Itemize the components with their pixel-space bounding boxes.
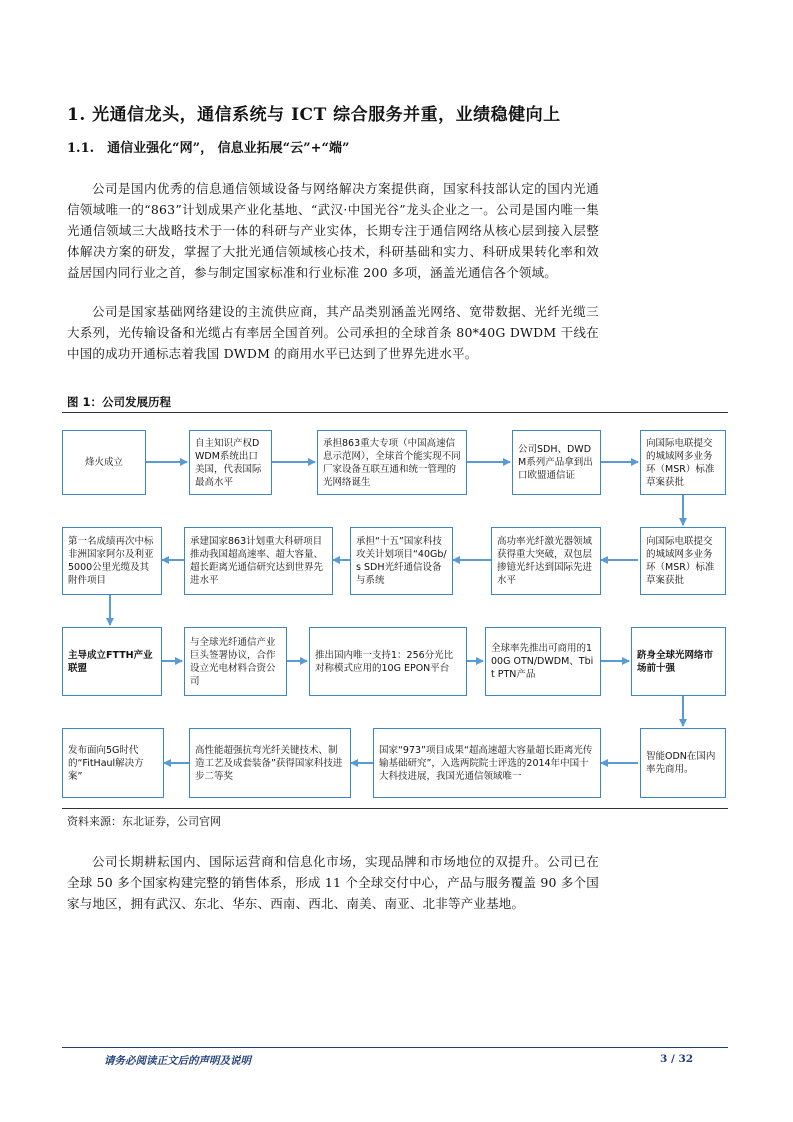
paragraph-company-intro: 公司是国内优秀的信息通信领域设备与网络解决方案提供商，国家科技部认定的国内光通信领域唯一的“863”计划成果产业化基地、“武汉·中国光谷”龙头企业之一。公司是国内唯一集光通信领域三大战略技术于一体的科研与产业实体，长期专注于通信网络从核心层到接入层整体解决方案的研发，掌握了大批光通信领域核心技术，科研基础和实力、科研成果转化率和效益居国内同行业之首，参与制定国家标准和行业标准 200 多项，涵盖光通信各个领域。 — [67, 181, 599, 280]
paragraph-market-presence: 公司长期耕耘国内、国际运营商和信息化市场，实现品牌和市场地位的双提升。公司已在全球 50 多个国家构建完整的销售体系，形成 11 个全球交付中心，产品与服务覆盖 90 多个国家与地区，拥有武汉、东北、华东、西南、西北、南美、南亚、北非等产业基地。 — [67, 854, 599, 911]
figure-bottom-rule — [62, 808, 728, 809]
milestone-fithaul-5g: 发布面向5G时代的“FitHaul解决方案” — [62, 728, 164, 798]
milestone-ftth-alliance: 主导成立FTTH产业联盟 — [62, 627, 162, 696]
milestone-eu-certificate: 公司SDH、DWDM系列产品拿到出口欧盟通信证 — [512, 430, 601, 495]
page-number: 3 / 32 — [660, 1053, 694, 1065]
footer-rule — [62, 1047, 728, 1048]
footer-disclaimer: 请务必阅读正文后的声明及说明 — [104, 1055, 251, 1067]
milestone-algeria-cable: 第一名成绩再次中标非洲国家阿尔及利亚5000公里光缆及其附件项目 — [62, 527, 162, 595]
milestone-msr-standard-2: 向国际电联提交的城域网多业务环（MSR）标准草案获批 — [640, 527, 726, 595]
section-heading-1: 1. 光通信龙头，通信系统与 ICT 综合服务并重，业绩稳健向上 — [67, 105, 561, 125]
milestone-dwdm-export: 自主知识产权DWDM系统出口美国，代表国际最高水平 — [189, 430, 272, 495]
milestone-fiber-laser: 高功率光纤激光器领域获得重大突破，双包层掺镱光纤达到国际先进水平 — [491, 527, 601, 595]
figure-source: 资料来源：东北证券，公司官网 — [67, 815, 221, 828]
section-heading-1-1: 1.1. 通信业强化“网”， 信息业拓展“云”+“端” — [67, 141, 350, 156]
milestone-863-optical-research: 承建国家863计划重大科研项目推动我国超高速率、超大容量、超长距离光通信研究达到世界先进水平 — [184, 527, 333, 595]
milestone-10g-epon: 推出国内唯一支持1：256分光比对称模式应用的10G EPON平台 — [309, 627, 467, 696]
milestone-bend-fiber-award: 高性能超强抗弯光纤关键技术、制造工艺及成套装备”获得国家科技进步二等奖 — [189, 728, 351, 798]
milestone-973-project: 国家“973”项目成果“超高速超大容量超长距离光传输基础研究”，入选两院院士评选的2014年中国十大科技进展，我国光通信领域唯一 — [373, 728, 601, 798]
milestone-smart-odn: 智能ODN在国内率先商用。 — [640, 728, 726, 798]
milestone-tenth-five-year: 承担“十五”国家科技攻关计划项目“40Gb/s SDH光纤通信设备与系统 — [350, 527, 453, 595]
milestone-msr-standard: 向国际电联提交的城域网多业务环（MSR）标准草案获批 — [640, 430, 726, 495]
milestone-100g-otn: 全球率先推出可商用的100G OTN/DWDM、Tbit PTN产品 — [485, 627, 601, 696]
milestone-joint-venture: 与全球光纤通信产业巨头签署协议，合作设立光电材料合资公司 — [184, 627, 287, 696]
figure-title: 图 1：公司发展历程 — [67, 395, 172, 409]
milestone-863-project: 承担863重大专项（中国高速信息示范网），全球首个能实现不同厂家设备互联互通和统一管理的光网络诞生 — [317, 430, 467, 495]
milestone-fiberhome-founded: 烽火成立 — [62, 430, 146, 495]
paragraph-network-supplier: 公司是国家基础网络建设的主流供应商，其产品类别涵盖光网络、宽带数据、光纤光缆三大系列，光传输设备和光缆占有率居全国首列。公司承担的全球首条 80*40G DWDM 干线在中国的成功开通标志着我国 DWDM 的商用水平已达到了世界先进水平。 — [67, 304, 599, 361]
milestone-global-top10: 跻身全球光网络市场前十强 — [631, 627, 726, 696]
